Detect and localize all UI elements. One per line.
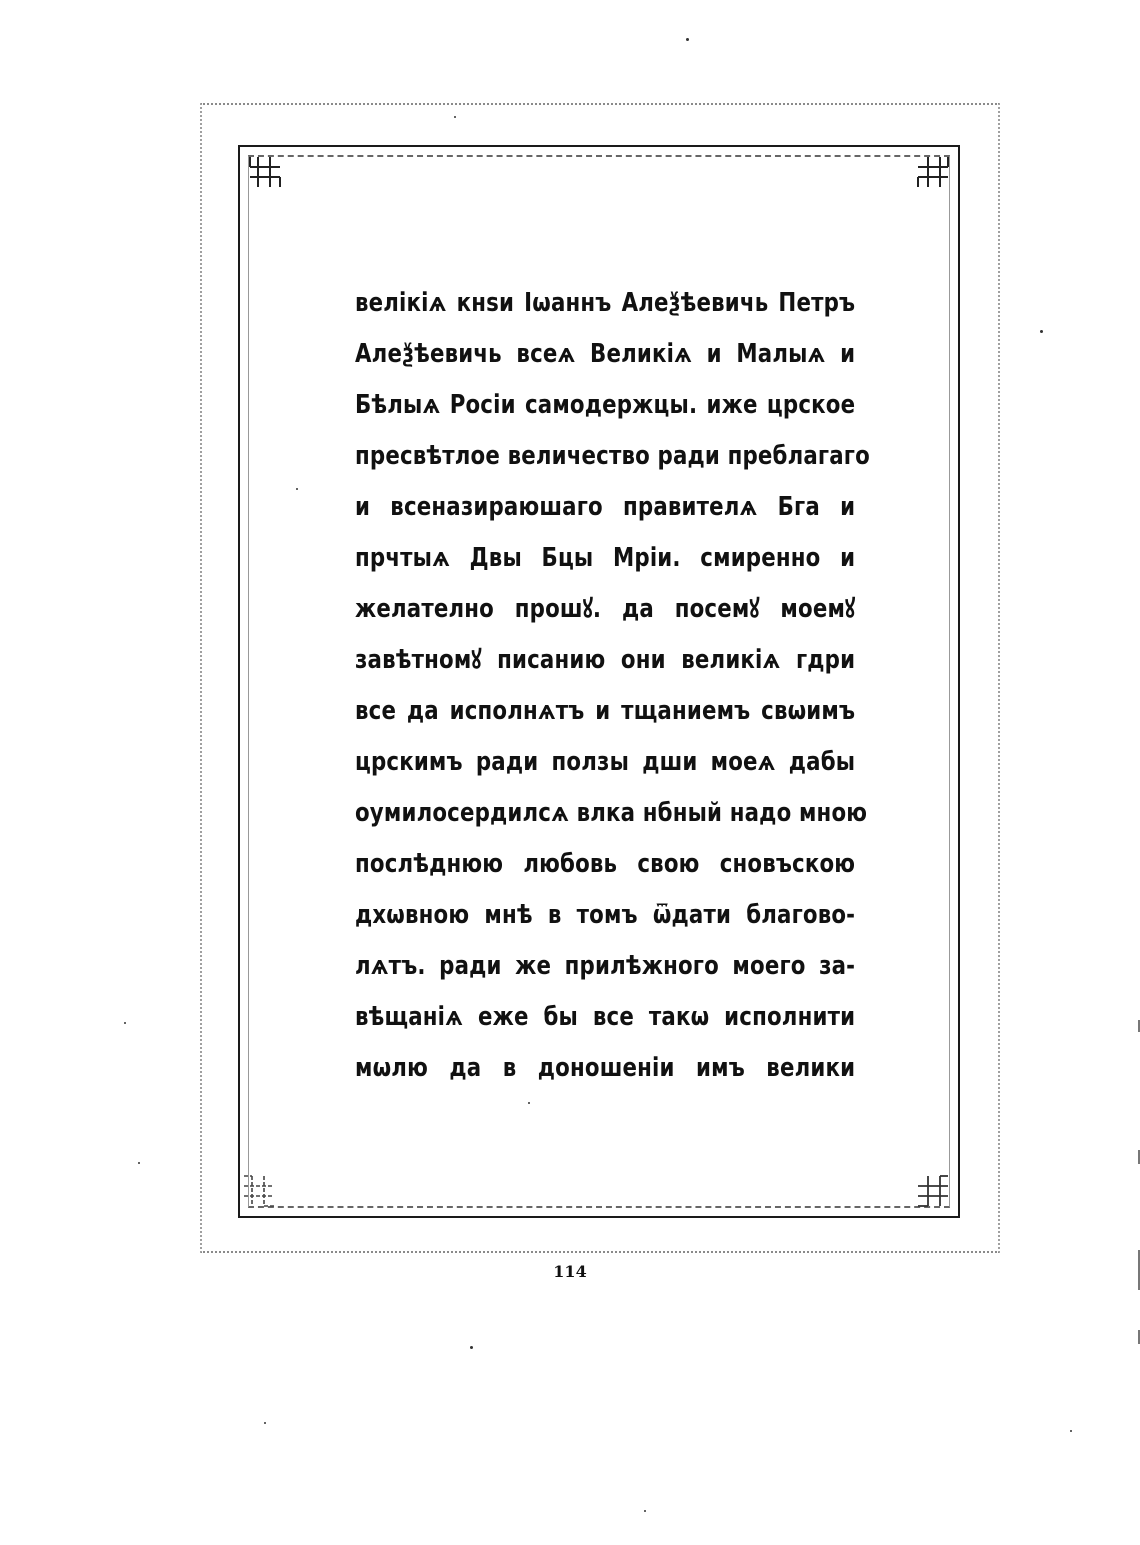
scan-speck <box>686 38 689 41</box>
text-line: лѧтъ. ради же прилѣжного моего за- <box>355 951 856 981</box>
scan-speck <box>1070 1430 1072 1432</box>
text-line: оумилосердилсѧ влка нбный надо мною <box>355 798 868 828</box>
scan-speck <box>1040 330 1043 333</box>
text-line: црскимъ ради ползы дши моеѧ дабы <box>355 747 856 777</box>
text-line: все да исполнѧтъ и тщаниемъ свѡимъ <box>355 696 856 726</box>
page-number: 114 <box>553 1262 587 1281</box>
corner-ornament-top-right-icon <box>916 155 950 189</box>
text-line: мѡлю да в доношеніи имъ велики <box>355 1053 856 1083</box>
text-line: послѣднюю любовь свою сновъскою <box>355 849 856 879</box>
text-line: Бѣлыѧ Росіи самодержцы. иже црское <box>355 390 856 420</box>
text-line: завѣтномꙋ писанию они великіѧ гдри <box>355 645 856 675</box>
text-line: желателно прошꙋ. да посемꙋ моемꙋ <box>355 594 856 624</box>
scan-speck <box>138 1162 140 1164</box>
scan-speck <box>470 1346 473 1349</box>
corner-ornament-top-left-icon <box>248 155 282 189</box>
text-line: прчтыѧ Двы Бцы Мріи. смиренно и <box>355 543 856 573</box>
scan-speck <box>644 1510 646 1512</box>
corner-ornament-bottom-left-icon <box>242 1174 276 1208</box>
text-line: и всеназираюшаго правителѧ Бга и <box>355 492 856 522</box>
scan-speck <box>454 116 456 118</box>
text-line: вѣщаніѧ еже бы все такѡ исполнити <box>355 1002 856 1032</box>
body-text <box>355 278 870 1094</box>
corner-ornament-bottom-right-icon <box>916 1174 950 1208</box>
scan-speck <box>296 488 298 490</box>
scan-speck <box>528 1102 530 1104</box>
text-line: велікіѧ кнѕи Іѡаннъ Алеѯѣевичь Петръ <box>355 288 856 318</box>
text-line: Алеѯѣевичь всеѧ Великіѧ и Малыѧ и <box>355 339 856 369</box>
text-line: дхѡвною мнѣ в томъ ѿдати благово- <box>355 900 856 930</box>
scan-speck <box>124 1022 126 1024</box>
text-line: пресвѣтлое величество ради преблагаго <box>355 441 870 471</box>
scan-speck <box>264 1422 266 1424</box>
